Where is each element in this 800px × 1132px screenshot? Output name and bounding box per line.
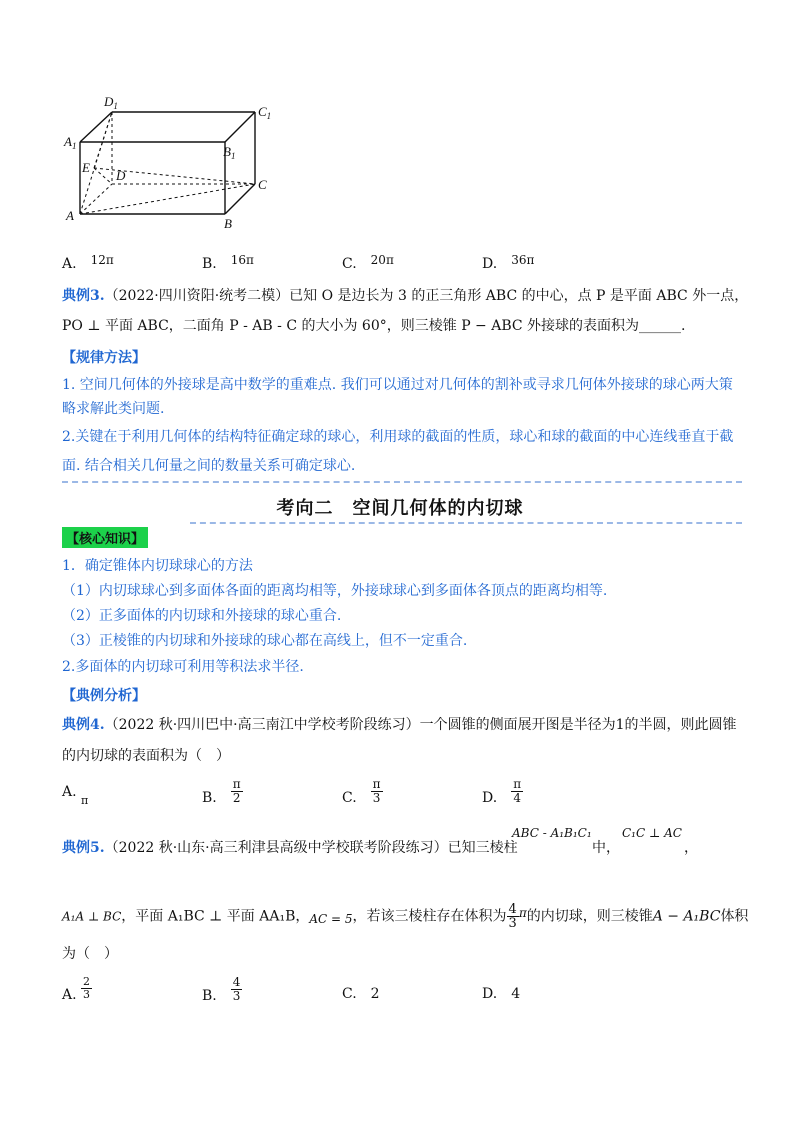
core-l2: （1）内切球球心到多面体各面的距离均相等，外接球球心到多面体各顶点的距离均相等. [62,583,608,599]
ex4-option-d: D. $\frac{\pi}{4}$ [482,777,522,806]
core-l4: （3）正棱锥的内切球和外接球的球心都在高线上，但不一定重合. [62,633,468,649]
rule-p1b: 略求解此类问题. [62,401,165,417]
label-C: C [258,177,267,192]
label-D: D [116,168,126,183]
core-l1: 1．确定锥体内切球球心的方法 [62,558,253,574]
option-c: C. 20π [342,253,394,272]
rule-method-header: 【规律方法】 [62,350,146,366]
ex4-option-a: A. $_\pi$ [62,784,89,807]
box-solid-edges [80,112,255,214]
ex4-line1: 典例4.（2022 秋·四川巴中·高三南江中学校考阶段练习）一个圆锥的侧面展开图是半径为1的半圆，则此圆锥 [62,717,737,733]
ex5-comma: ， [684,840,698,856]
ex3-line1: 典例3.（2022·四川资阳·统考二模）已知 O 是边长为 3 的正三角形 ABC 的中心，点 P 是平面 ABC 外一点， [62,288,749,304]
label-A: A [66,208,74,223]
label-D1: $D_1$ [104,94,118,111]
analysis-header: 【典例分析】 [62,688,146,704]
ex5-option-b: B. $\frac{4}{3}$ [202,975,241,1004]
divider-top [62,481,742,483]
ex3-line2: PO ⊥ 平面 ABC，二面角 P - AB - C 的大小为 60°，则三棱锥 P − ABC 外接球的表面积为______. [62,318,686,334]
option-b: B. 16π [202,253,254,272]
ex4-line2: 的内切球的表面积为（ ） [62,748,230,764]
rule-p2b: 面. 结合相关几何量之间的数量关系可确定球心. [62,458,356,474]
ex5-option-d: D. 4 [482,986,521,1002]
box-dashed-edges [80,112,255,214]
option-a: A. 12π [62,253,114,272]
label-E: E [82,160,90,175]
ex5-prism: ABC - A₁B₁C₁ [512,826,592,840]
ex5-option-c: C. 2 [342,986,380,1002]
ex5-mid: 中， [592,840,620,856]
ex5-cond1: C₁C ⊥ AC [622,826,682,840]
ex4-option-c: C. $\frac{\pi}{3}$ [342,777,381,806]
ex3-tag: 典例3. [62,288,105,304]
label-A1: $A_1$ [64,134,77,151]
section-title: 考向二 空间几何体的内切球 [276,498,524,519]
ex5-option-a: A. $\frac{2}{3}$ [62,975,91,1003]
option-d: D. 36π [482,253,535,272]
ex4-tag: 典例4. [62,717,105,733]
ex4-option-b: B. $\frac{\pi}{2}$ [202,777,241,806]
box-figure [60,92,290,232]
rule-p2a: 2.关键在于利用几何体的结构特征确定球的球心，利用球的截面的性质，球心和球的截面的中心连线垂直于截 [62,429,734,445]
rule-p1a: 1. 空间几何体的外接球是高中数学的重难点. 我们可以通过对几何体的割补或寻求几何体外接球的球心两大策 [62,377,733,393]
core-knowledge-badge: 【核心知识】 [62,527,148,548]
core-l5: 2.多面体的内切球可利用等积法求半径. [62,659,304,675]
label-B: B [224,216,232,231]
ex5-line2: A₁A ⊥ BC，平面 A₁BC ⊥ 平面 AA₁B，AC = 5，若该三棱柱存在体积为 $\frac{4}{3}$ π的内切球，则三棱锥A − A₁BC体积 [62,902,749,931]
ex5-tag: 典例5. [62,840,105,856]
ex5-line3: 为（ ） [62,946,118,962]
ex5-line1: 典例5.（2022 秋·山东·高三利津县高级中学校联考阶段练习）已知三棱柱 [62,840,518,856]
label-B1: $B_1$ [223,144,236,161]
label-C1: $C_1$ [258,104,272,121]
core-l3: （2）正多面体的内切球和外接球的球心重合. [62,608,342,624]
divider-bottom [190,522,742,524]
